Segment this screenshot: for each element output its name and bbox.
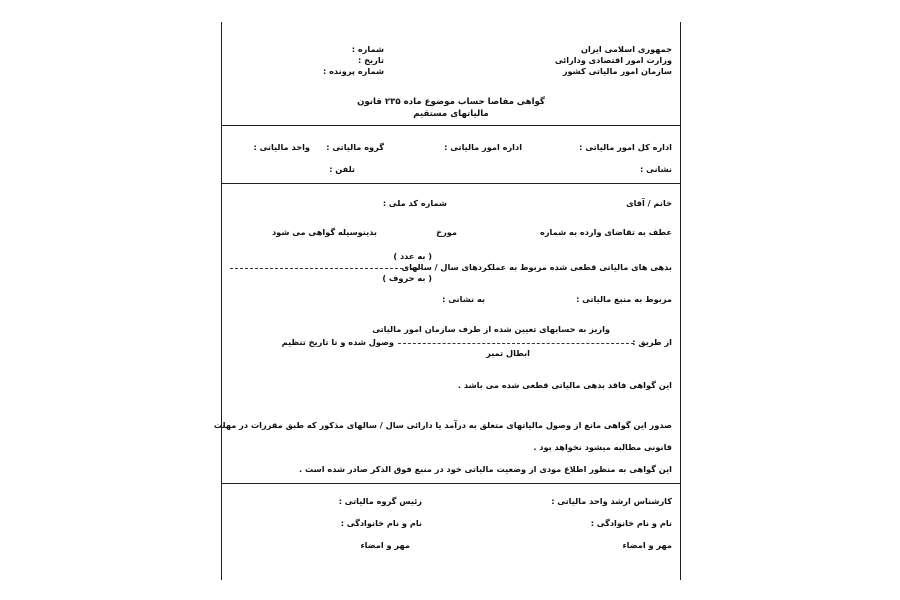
- debt-fill-line: [230, 268, 423, 269]
- at-address-label: به نشانی :: [442, 294, 485, 304]
- paragraph-line: قانونی مطالبه میشود نخواهد بود .: [533, 442, 672, 452]
- tax-group-label: گروه مالیاتی :: [326, 142, 384, 152]
- form-subtitle: مالیاتهای مستقیم: [413, 109, 489, 119]
- date-label: تاریخ :: [358, 55, 384, 65]
- in-numbers-label: ( به عدد ): [393, 251, 432, 261]
- paragraph-line: صدور این گواهی مانع از وصول مالیاتهای متعلق به درآمد یا دارائی سال / سالهای مذکور که طبق مقررات در مهلت: [213, 420, 672, 430]
- mr-mrs-label: خانم / آقای: [626, 198, 672, 208]
- name-field-label: نام و نام خانوادگی :: [590, 518, 672, 528]
- seal-signature-label: مهر و امضاء: [360, 540, 410, 550]
- certificate-form: [213, 22, 681, 580]
- national-code-label: شماره کد ملی :: [382, 198, 447, 208]
- purpose-text: این گواهی به منظور اطلاع مودی از وضعیت مالیاتی خود در منبع فوق الذکر صادر شده است .: [299, 464, 672, 474]
- admin-label: اداره امور مالیاتی :: [444, 142, 522, 152]
- related-source-label: مربوط به منبع مالیاتی :: [576, 294, 672, 304]
- org-line-1: جمهوری اسلامی ایران: [580, 44, 672, 54]
- address-label: نشانی :: [640, 164, 672, 174]
- via-label: از طریق :: [632, 337, 672, 347]
- seal-signature-label: مهر و امضاء: [622, 540, 672, 550]
- via-fill-line: [398, 343, 634, 344]
- certify-text: بدینوسیله گواهی می شود: [271, 227, 377, 237]
- number-label: شماره :: [351, 44, 384, 54]
- debt-line: بدهی های مالیاتی قطعی شده مربوط به عملکردهای سال / سالهای: [401, 262, 672, 272]
- divider: [222, 483, 680, 484]
- request-date-label: مورخ: [436, 227, 457, 237]
- group-head-label: رئیس گروه مالیاتی :: [338, 496, 422, 506]
- received-until-text: وصول شده و تا تاریخ تنظیم: [281, 337, 394, 347]
- general-admin-label: اداره کل امور مالیاتی :: [579, 142, 672, 152]
- name-field-label: نام و نام خانوادگی :: [340, 518, 422, 528]
- no-debt-text: این گواهی فاقد بدهی مالیاتی قطعی شده می باشد .: [457, 380, 672, 390]
- divider: [222, 125, 680, 126]
- deposit-text: واریز به حسابهای تعیین شده از طرف سازمان امور مالیاتی: [372, 324, 610, 334]
- file-number-label: شماره پرونده :: [322, 66, 384, 76]
- stamp-cancel-label: ابطال تمبر: [486, 348, 530, 358]
- tax-unit-label: واحد مالیاتی :: [253, 142, 310, 152]
- phone-label: تلفن :: [329, 164, 355, 174]
- senior-expert-label: کارشناس ارشد واحد مالیاتی :: [551, 496, 672, 506]
- request-text: عطف به تقاضای وارده به شماره: [540, 227, 672, 237]
- org-line-2: وزارت امور اقتصادی ودارائی: [554, 55, 672, 65]
- org-line-3: سازمان امور مالیاتی کشور: [562, 66, 672, 76]
- in-words-label: ( به حروف ): [382, 273, 432, 283]
- divider: [222, 183, 680, 184]
- form-title: گواهی مفاصا حساب موضوع ماده ۲۳۵ قانون: [357, 97, 545, 107]
